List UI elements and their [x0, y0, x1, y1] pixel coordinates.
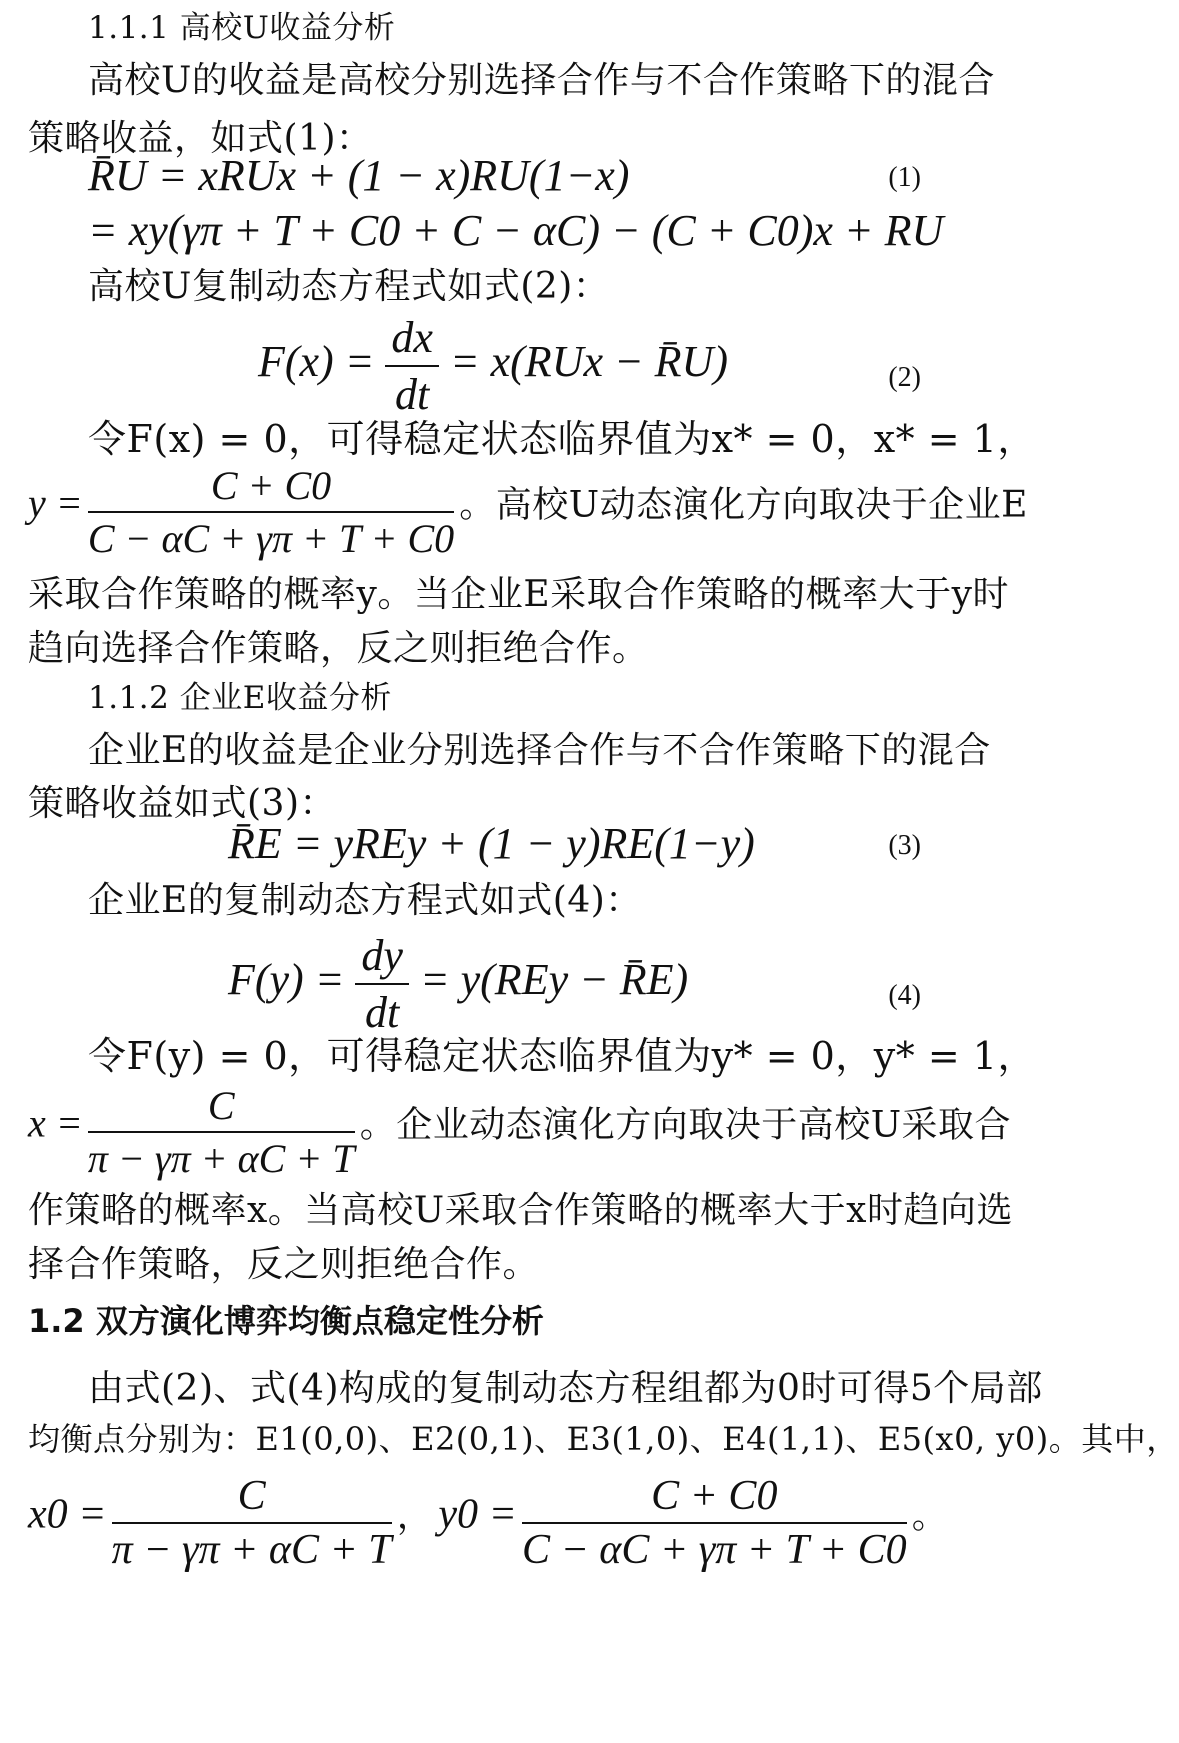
paragraph-6-line-1: 令F(y) = 0，可得稳定状态临界值为y* = 0，y* = 1，: [88, 1034, 1036, 1078]
y0-period: 。: [911, 1495, 949, 1537]
x-critical-denominator: π − γπ + αC + T: [87, 1136, 355, 1181]
section-heading-1-1-2: 1.1.2 企业E收益分析: [88, 680, 392, 716]
x0-fraction: [112, 1472, 392, 1574]
paragraph-6-line-4: 择合作策略，反之则拒绝合作。: [28, 1244, 540, 1285]
equation-3-number: (3): [888, 830, 921, 861]
equation-1-line-2: = xy(γπ + T + C0 + C − αC) − (C + C0)x + RU: [88, 206, 944, 255]
paragraph-3-line-2-text: 。高校U动态演化方向取决于企业E: [459, 484, 1028, 526]
y-critical-fraction: [88, 462, 454, 562]
paragraph-6-line-2-text: 。企业动态演化方向取决于高校U采取合: [359, 1104, 1012, 1146]
y0-numerator: C + C0: [522, 1472, 907, 1524]
equilibrium-point-formulas: [28, 1472, 951, 1574]
equation-2-fraction: [385, 312, 439, 420]
paragraph-3-line-2: [28, 462, 1028, 562]
x0-comma: ，: [396, 1495, 434, 1537]
y-critical-label: y =: [28, 480, 83, 526]
x-critical-numerator: C: [88, 1082, 355, 1133]
equation-4-fraction: [355, 930, 409, 1038]
paragraph-3-line-3: 采取合作策略的概率y。当企业E采取合作策略的概率大于y时: [28, 574, 1009, 615]
equation-2-number: (2): [888, 362, 921, 393]
equation-4-denominator: dt: [365, 988, 400, 1037]
x-critical-label: x =: [28, 1100, 83, 1146]
x0-label: x0 =: [28, 1491, 107, 1538]
paragraph-4-line-1: 企业E的收益是企业分别选择合作与不合作策略下的混合: [88, 730, 991, 771]
section-heading-1-2: 1.2 双方演化博弈均衡点稳定性分析: [28, 1302, 544, 1340]
equation-1-number: (1): [888, 162, 921, 193]
equation-2-numerator: dx: [385, 312, 439, 367]
y-critical-numerator: C + C0: [88, 462, 454, 513]
y0-fraction: [522, 1472, 907, 1574]
x0-denominator: π − γπ + αC + T: [111, 1527, 392, 1573]
x-critical-fraction: [88, 1082, 355, 1182]
y-critical-denominator: C − αC + γπ + T + C0: [87, 516, 455, 561]
equation-4-number: (4): [888, 980, 921, 1011]
equation-4: [228, 930, 951, 1038]
equation-4-numerator: dy: [355, 930, 409, 985]
paragraph-1-line-2: 策略收益，如式(1)：: [28, 118, 373, 159]
paragraph-6-line-2: [28, 1082, 1012, 1182]
paragraph-1-line-1: 高校U的收益是高校分别选择合作与不合作策略下的混合: [88, 60, 995, 101]
paragraph-3-line-1: 令F(x) = 0，可得稳定状态临界值为x* = 0，x* = 1，: [88, 417, 1036, 461]
equation-2: [258, 312, 951, 420]
equation-4-rhs: = y(REy − R̄E): [419, 955, 689, 1005]
paragraph-5: 企业E的复制动态方程式如式(4)：: [88, 880, 642, 921]
paragraph-2: 高校U复制动态方程式如式(2)：: [88, 266, 610, 307]
paragraph-7-line-2: 均衡点分别为：E1(0,0)、E2(0,1)、E3(1,0)、E4(1,1)、E5(x0, y0)。其中，: [28, 1420, 1179, 1458]
y0-denominator: C − αC + γπ + T + C0: [521, 1527, 907, 1573]
paragraph-7-line-1: 由式(2)、式(4)构成的复制动态方程组都为0时可得5个局部: [88, 1368, 1043, 1409]
equation-2-denominator: dt: [395, 370, 430, 419]
paragraph-3-line-4: 趋向选择合作策略，反之则拒绝合作。: [28, 628, 649, 669]
equation-4-lhs: F(y) =: [228, 955, 345, 1005]
equation-1-line-1: R̄U = xRUx + (1 − x)RU(1−x): [88, 151, 630, 200]
section-heading-1-1-1: 1.1.1 高校U收益分析: [88, 10, 396, 46]
paragraph-6-line-3: 作策略的概率x。当高校U采取合作策略的概率大于x时趋向选: [28, 1190, 1013, 1231]
y0-label: y0 =: [438, 1491, 517, 1538]
paragraph-4-line-2: 策略收益如式(3)：: [28, 783, 336, 824]
equation-3: R̄E = yREy + (1 − y)RE(1−y): [228, 819, 755, 868]
equation-2-rhs: = x(RUx − R̄U): [449, 337, 728, 387]
x0-numerator: C: [112, 1472, 392, 1524]
equation-2-lhs: F(x) =: [258, 337, 375, 387]
